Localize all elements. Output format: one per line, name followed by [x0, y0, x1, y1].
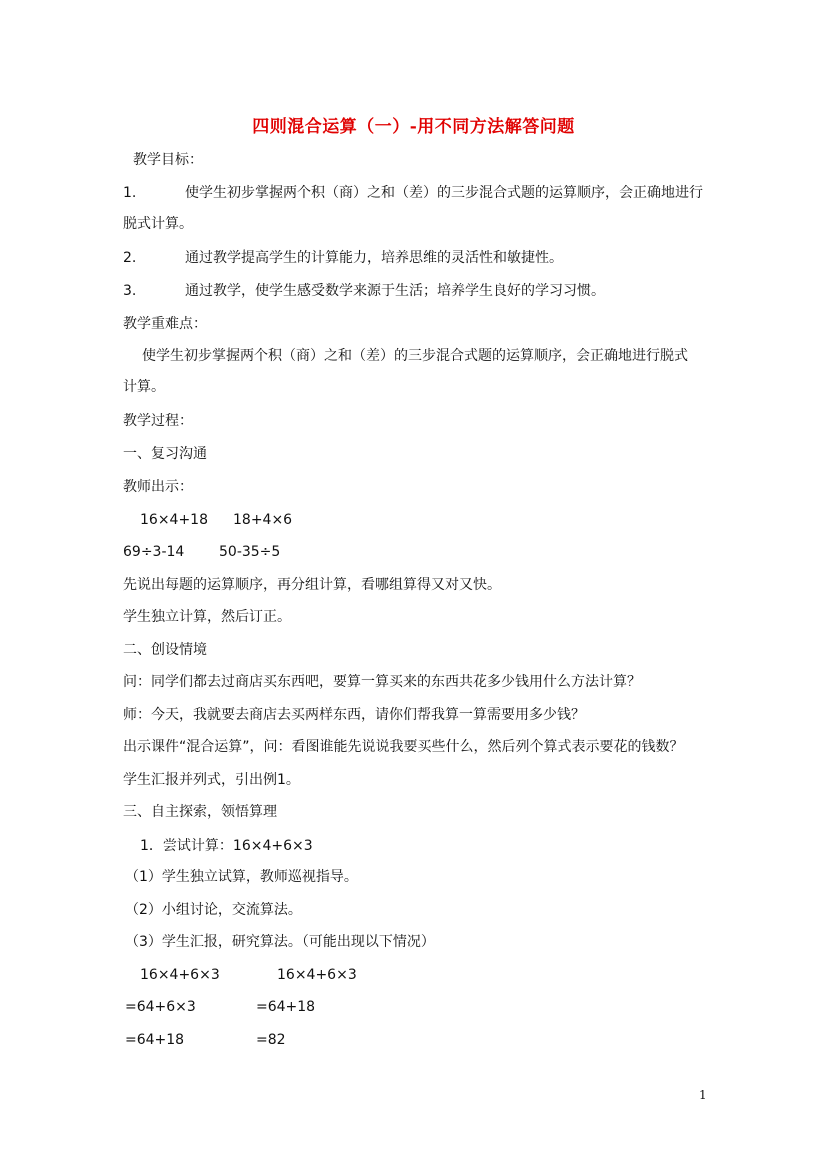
objective-2-number: 2.	[123, 250, 137, 266]
objective-3-text: 通过教学，使学生感受数学来源于生活；培养学生良好的学习习惯。	[185, 283, 605, 299]
objective-1-text: 使学生初步掌握两个积（商）之和（差）的三步混合式题的运算顺序，会正确地进行	[185, 185, 703, 201]
expression-3: 69÷3-14	[123, 544, 185, 560]
section-1-heading: 一、复习沟通	[123, 446, 207, 462]
calc-a-line-2: =64+6×3	[125, 999, 196, 1015]
try-calculation: 1．尝试计算：16×4+6×3	[140, 838, 313, 854]
key-points-text: 使学生初步掌握两个积（商）之和（差）的三步混合式题的运算顺序，会正确地进行脱式	[142, 348, 688, 364]
step-1: （1）学生独立试算，教师巡视指导。	[125, 869, 358, 885]
section-3-heading: 三、自主探索，领悟算理	[123, 804, 277, 820]
key-points-continued: 计算。	[123, 379, 165, 395]
calc-b-line-2: =64+18	[256, 999, 316, 1015]
show-courseware-line: 出示课件“混合运算”，问：看图谁能先说说我要买些什么，然后列个算式表示要花的钱数？	[123, 739, 684, 755]
objectives-heading: 教学目标：	[133, 152, 203, 168]
review-paragraph-2: 学生独立计算，然后订正。	[123, 609, 291, 625]
page-number: 1	[699, 1088, 707, 1102]
question-line: 问：同学们都去过商店买东西吧，要算一算买来的东西共花多少钱用什么方法计算？	[123, 674, 641, 690]
step-2: （2）小组讨论，交流算法。	[125, 902, 302, 918]
expression-1: 16×4+18	[140, 512, 208, 528]
objective-1	[123, 183, 703, 203]
process-heading: 教学过程：	[123, 413, 193, 429]
objective-3	[123, 281, 605, 301]
calc-b-line-1: 16×4+6×3	[277, 967, 357, 983]
calc-a-line-1: 16×4+6×3	[140, 967, 220, 983]
objective-1-number: 1.	[123, 185, 137, 201]
review-paragraph-1: 先说出每题的运算顺序，再分组计算，看哪组算得又对又快。	[123, 577, 501, 593]
page-title: 四则混合运算（一）-用不同方法解答问题	[252, 117, 575, 137]
expression-2: 18+4×6	[233, 512, 293, 528]
objective-3-number: 3.	[123, 283, 137, 299]
step-3: （3）学生汇报，研究算法。（可能出现以下情况）	[125, 934, 435, 950]
teacher-show-label: 教师出示：	[123, 479, 193, 495]
objective-2	[123, 248, 563, 268]
objective-2-text: 通过教学提高学生的计算能力，培养思维的灵活性和敏捷性。	[185, 250, 563, 266]
student-report-line: 学生汇报并列式，引出例1。	[123, 772, 300, 788]
objective-1-continued: 脱式计算。	[123, 216, 193, 232]
section-2-heading: 二、创设情境	[123, 642, 207, 658]
expression-4: 50-35÷5	[219, 544, 281, 560]
teacher-line: 师：今天，我就要去商店去买两样东西，请你们帮我算一算需要用多少钱？	[123, 707, 585, 723]
calc-b-line-3: =82	[256, 1032, 286, 1048]
calc-a-line-3: =64+18	[125, 1032, 185, 1048]
key-points-heading: 教学重难点：	[123, 316, 207, 332]
